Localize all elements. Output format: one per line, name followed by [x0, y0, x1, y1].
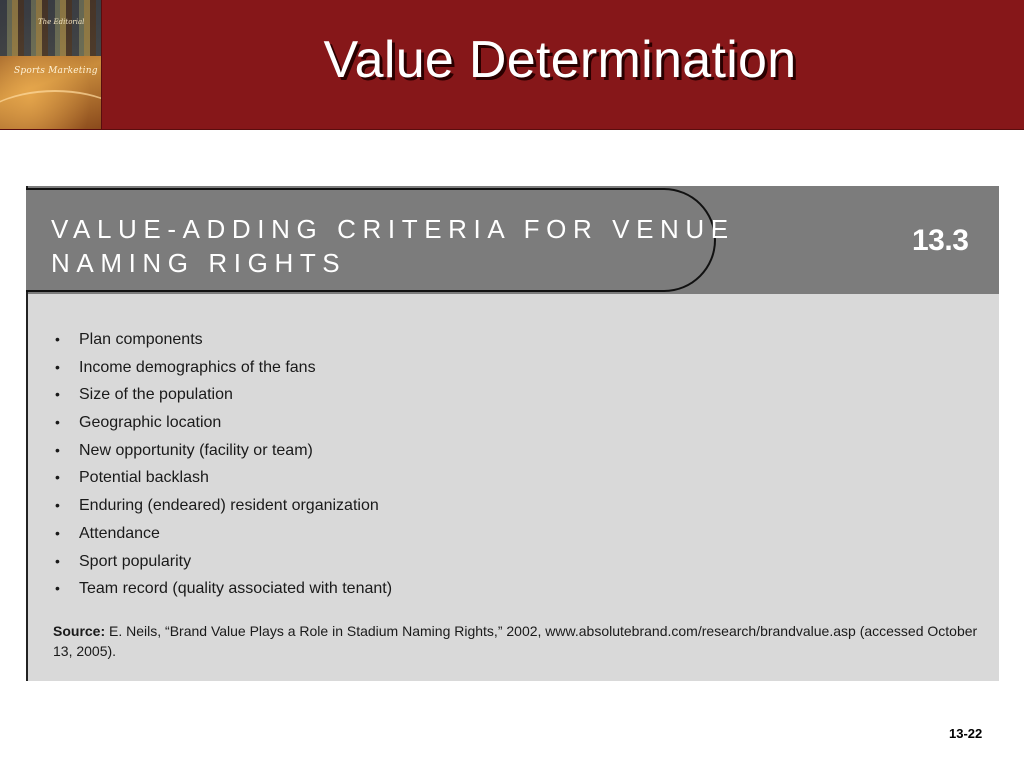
list-item-text: Plan components — [79, 331, 203, 348]
bullet-icon: • — [55, 524, 60, 541]
list-item-text: Enduring (endeared) resident organization — [79, 497, 379, 515]
bullet-icon: • — [55, 580, 60, 597]
slide-title: Value Determination — [323, 31, 797, 89]
figure-title-line-1: VALUE-ADDING CRITERIA FOR VENUE — [51, 214, 735, 244]
header-bar — [0, 0, 1024, 130]
list-item-text: Sport popularity — [79, 552, 192, 570]
list-item-text: Potential backlash — [79, 469, 209, 487]
bullet-icon: • — [55, 552, 60, 569]
figure-title-tab — [26, 188, 735, 292]
figure-title — [51, 212, 735, 280]
list-item-text: Geographic location — [79, 414, 222, 432]
list-item — [53, 553, 392, 581]
bullet-icon: • — [55, 358, 60, 375]
bullet-icon: • — [55, 469, 60, 486]
figure-header — [28, 186, 999, 294]
list-item — [53, 442, 392, 470]
bullet-icon: • — [55, 441, 60, 458]
bullet-icon: • — [55, 497, 60, 514]
figure-table — [26, 186, 999, 681]
list-item — [53, 331, 392, 359]
list-item — [53, 497, 392, 525]
criteria-list — [53, 331, 392, 608]
source-text: E. Neils, “Brand Value Plays a Role in Stadium Naming Rights,” 2002, www.absolutebrand.com/research/brandvalue.asp (accessed October 13, 2005). — [53, 623, 978, 659]
list-item — [53, 580, 392, 608]
list-item — [53, 386, 392, 414]
bullet-icon: • — [55, 414, 60, 431]
cover-top-text: The Editorial — [38, 18, 85, 26]
list-item-text: Size of the population — [79, 386, 233, 404]
list-item-text: Attendance — [79, 524, 160, 542]
bullet-icon: • — [55, 331, 60, 347]
list-item-text: Income demographics of the fans — [79, 358, 316, 376]
cover-book-title: Sports Marketing — [14, 66, 98, 76]
bullet-icon: • — [55, 386, 60, 403]
list-item — [53, 469, 392, 497]
list-item — [53, 525, 392, 553]
source-citation — [53, 621, 983, 661]
figure-title-line-2: NAMING RIGHTS — [51, 248, 347, 278]
list-item — [53, 414, 392, 442]
slide-number: 13-22 — [949, 726, 983, 741]
cover-curve — [0, 90, 102, 129]
list-item-text: New opportunity (facility or team) — [79, 441, 313, 459]
list-item — [53, 359, 392, 387]
list-item-text: Team record (quality associated with tenant) — [79, 580, 393, 598]
figure-number: 13.3 — [912, 224, 969, 257]
source-label: Source: — [53, 623, 106, 639]
